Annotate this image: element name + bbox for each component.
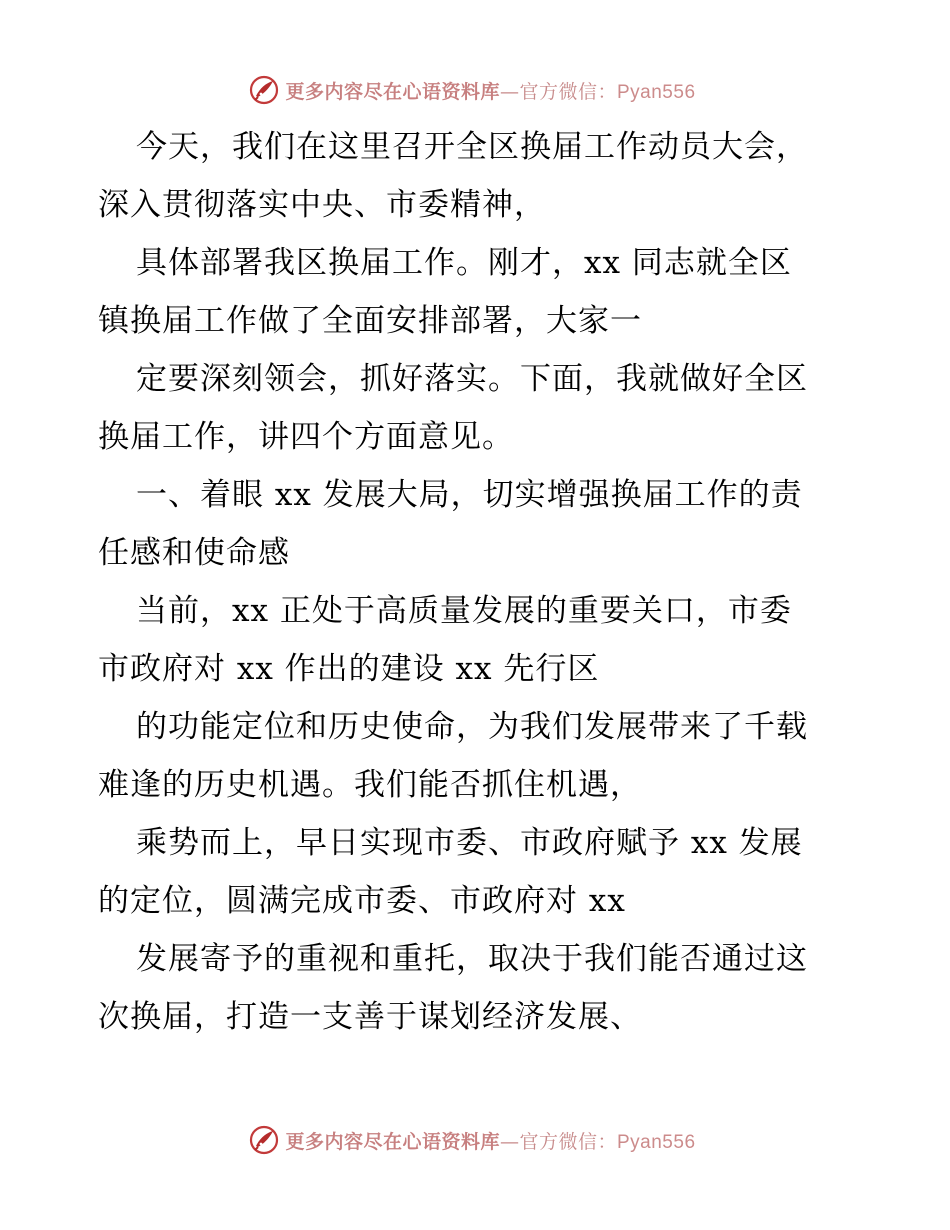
- footer-wechat-id: Pyan556: [617, 1131, 696, 1153]
- paragraph-2: [98, 234, 858, 350]
- paragraph-3-line-1: 定要深刻领会，抓好落实。下面，我就做好全区: [136, 361, 808, 397]
- paragraph-3: [98, 350, 858, 466]
- paragraph-6: [98, 698, 858, 814]
- header-wechat-id: Pyan556: [617, 81, 696, 103]
- header-watermark-banner: [0, 70, 950, 110]
- paragraph-4-section-heading: [98, 466, 858, 582]
- paragraph-4-line-2: 任感和使命感: [98, 535, 290, 571]
- paragraph-2-line-1: 具体部署我区换届工作。刚才，xx 同志就全区: [136, 245, 792, 281]
- paragraph-7-line-1: 乘势而上，早日实现市委、市政府赋予 xx 发展: [136, 825, 803, 861]
- paragraph-1-line-1: 今天，我们在这里召开全区换届工作动员大会，: [136, 129, 808, 165]
- footer-brand-text: 更多内容尽在心语资料库: [285, 1130, 500, 1153]
- header-separator: —: [499, 80, 520, 103]
- paragraph-8-line-1: 发展寄予的重视和重托，取决于我们能否通过这: [136, 941, 808, 977]
- document-body: [98, 118, 858, 1046]
- footer-wechat-label: 官方微信：: [519, 1130, 617, 1153]
- pen-logo-icon: [249, 1125, 279, 1155]
- paragraph-6-line-2: 难逢的历史机遇。我们能否抓住机遇，: [98, 767, 642, 803]
- pen-logo-icon: [249, 75, 279, 105]
- paragraph-5: [98, 582, 858, 698]
- paragraph-3-line-2: 换届工作，讲四个方面意见。: [98, 419, 514, 455]
- paragraph-7-line-2: 的定位，圆满完成市委、市政府对 xx: [98, 883, 626, 919]
- paragraph-8-line-2: 次换届，打造一支善于谋划经济发展、: [98, 999, 642, 1035]
- paragraph-6-line-1: 的功能定位和历史使命，为我们发展带来了千载: [136, 709, 808, 745]
- paragraph-4-line-1: 一、着眼 xx 发展大局，切实增强换届工作的责: [136, 477, 803, 513]
- paragraph-2-line-2: 镇换届工作做了全面安排部署，大家一: [98, 303, 642, 339]
- paragraph-7: [98, 814, 858, 930]
- paragraph-1-line-2: 深入贯彻落实中央、市委精神，: [98, 187, 546, 223]
- footer-banner-text: [285, 1127, 695, 1154]
- header-wechat-label: 官方微信：: [519, 80, 617, 103]
- paragraph-5-line-2: 市政府对 xx 作出的建设 xx 先行区: [98, 651, 600, 687]
- paragraph-1: [98, 118, 858, 234]
- paragraph-8: [98, 930, 858, 1046]
- header-banner-inner: [249, 75, 695, 105]
- footer-banner-inner: [249, 1125, 695, 1155]
- footer-watermark-banner: [0, 1120, 950, 1160]
- header-brand-text: 更多内容尽在心语资料库: [285, 80, 500, 103]
- paragraph-5-line-1: 当前，xx 正处于高质量发展的重要关口，市委: [136, 593, 792, 629]
- footer-separator: —: [499, 1130, 520, 1153]
- header-banner-text: [285, 77, 695, 104]
